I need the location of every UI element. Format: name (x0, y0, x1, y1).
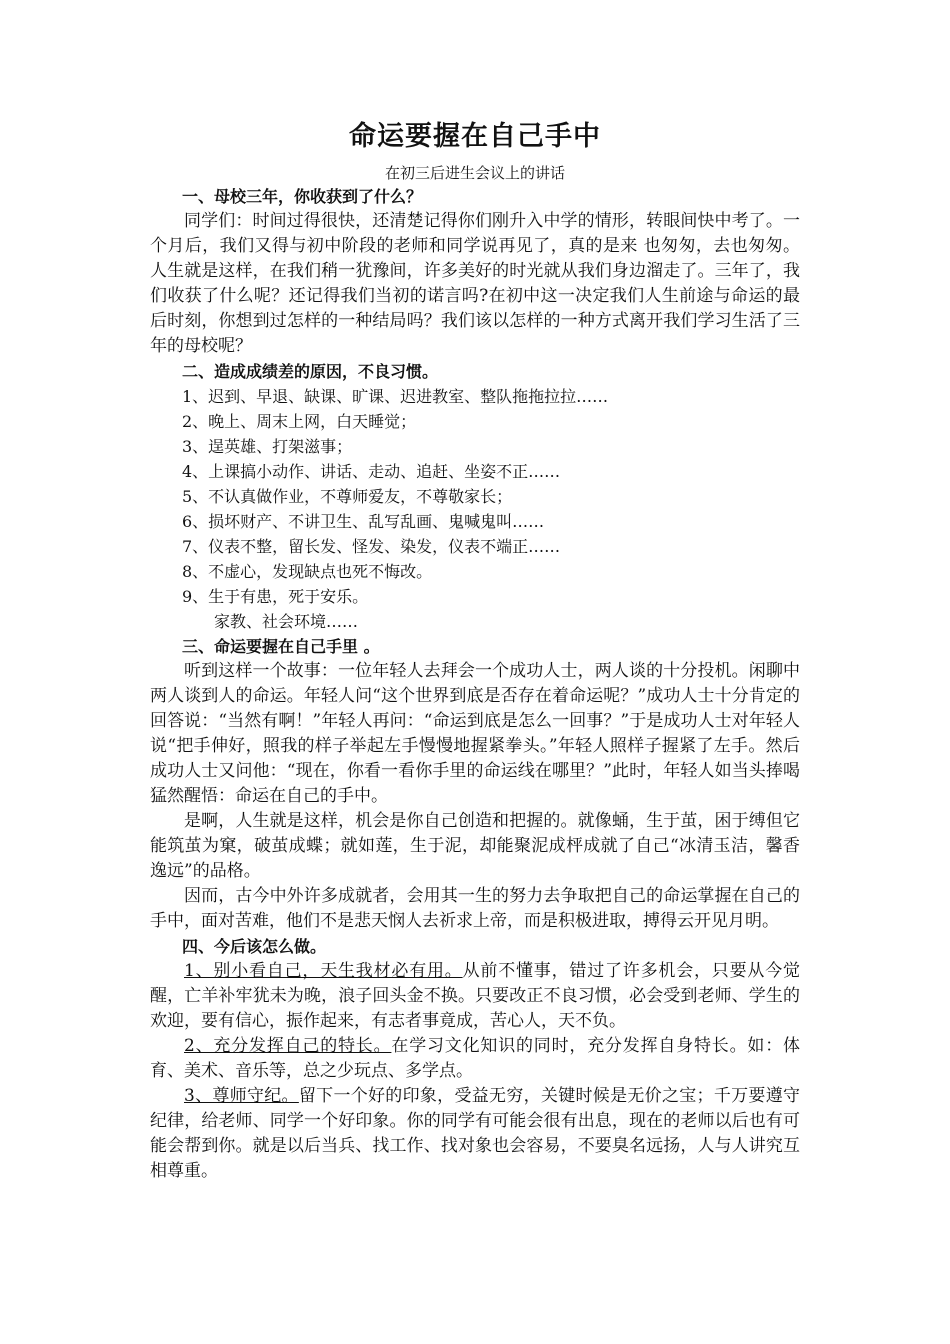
habit-item-3: 3、逞英雄、打架滋事； (182, 437, 353, 456)
advice-point-1 (150, 959, 800, 1034)
habit-item-8: 8、不虚心，发现缺点也死不悔改。 (182, 562, 433, 581)
habit-item-7: 7、仪表不整，留长发、怪发、染发，仪表不端正…… (182, 537, 561, 556)
advice-point-3-text: 留下一个好的印象，受益无穷，关键时候是无价之宝；千万要遵守纪律，给老师、同学一个好印象。你的同学有可能会很有出息，现在的老师以后也有可能会帮到你。就是以后当兵、找工作、找对象也会容易，不要臭名远扬，人与人讲究互相尊重。 (150, 1086, 800, 1181)
advice-point-2-lead: 2、充分发挥自己的特长。 (184, 1036, 392, 1056)
habit-item-4: 4、上课搞小动作、讲话、走动、追赶、坐姿不正…… (182, 462, 561, 481)
advice-point-1-text: 从前不懂事，错过了许多机会，只要从今觉醒，亡羊补牢犹未为晚，浪子回头金不换。只要改正不良习惯，必会受到老师、学生的欢迎，要有信心，振作起来，有志者事竟成，苦心人，天不负。 (150, 961, 800, 1031)
habit-item-6: 6、损坏财产、不讲卫生、乱写乱画、鬼喊鬼叫…… (182, 512, 545, 531)
habit-item-2: 2、晚上、周末上网，白天睡觉； (182, 412, 417, 431)
document-body (150, 118, 800, 1184)
page-title: 命运要握在自己手中 (349, 121, 601, 152)
story-paragraph: 听到这样一个故事：一位年轻人去拜会一个成功人士，两人谈的十分投机。闲聊中两人谈到人的命运。年轻人问“这个世界到底是否存在着命运呢？”成功人士十分肯定的回答说：“当然有啊！”年轻人再问：“命运到底是怎么一回事？”于是成功人士对年轻人说“把手伸好，照我的样子举起左手慢慢地握紧拳头。”年轻人照样子握紧了左手。然后成功人士又问他：“现在，你看一看你手里的命运线在哪里？”此时，年轻人如当头捧喝猛然醒悟：命运在自己的手中。 (150, 661, 800, 806)
section-heading-1: 一、母校三年，你收获到了什么？ (182, 187, 423, 206)
advice-point-3-lead: 3、尊师守纪。 (184, 1086, 299, 1106)
subtitle: 在初三后进生会议上的讲话 (384, 164, 565, 182)
advice-point-3 (150, 1084, 800, 1184)
advice-point-2-text: 在学习文化知识的同时，充分发挥自身特长。如：体育、美术、音乐等，总之少玩点、多学点。 (150, 1036, 800, 1081)
section-heading-3: 三、命运要握在自己手里 。 (182, 637, 380, 656)
section-heading-4: 四、今后该怎么做。 (182, 937, 327, 956)
habit-item-9: 9、生于有患，死于安乐。 (182, 587, 369, 606)
habit-item-5: 5、不认真做作业，不尊师爱友，不尊敬家长； (182, 487, 513, 506)
habit-item-1: 1、迟到、早退、缺课、旷课、迟进教室、整队拖拖拉拉…… (182, 387, 609, 406)
advice-point-2 (150, 1034, 800, 1084)
metaphor-paragraph: 是啊，人生就是这样，机会是你自己创造和把握的。就像蛹，生于茧，困于缚但它能筑茧为窠，破茧成蝶；就如莲，生于泥，却能聚泥成枰成就了自己“冰清玉洁，馨香逸远”的品格。 (150, 811, 800, 881)
section-heading-2: 二、造成成绩差的原因，不良习惯。 (182, 362, 439, 381)
section-1-paragraph: 同学们：时间过得很快，还清楚记得你们刚升入中学的情形，转眼间快中考了。一个月后，我们又得与初中阶段的老师和同学说再见了，真的是来 也匆匆，去也匆匆。人生就是这样，在我们稍一犹豫间，许多美好的时光就从我们身边溜走了。三年了，我们收获了什么呢？还记得我们当初的诺言吗?在初中这一决定我们人生前途与命运的最后时刻，你想到过怎样的一种结局吗？我们该以怎样的一种方式离开我们学习生活了三年的母校呢？ (150, 211, 800, 356)
habit-extra: 家教、社会环境…… (214, 612, 359, 631)
advice-point-1-lead: 1、别小看自己，天生我材必有用。 (184, 961, 463, 981)
conclusion-paragraph: 因而，古今中外许多成就者，会用其一生的努力去争取把自己的命运掌握在自己的手中，面对苦难，他们不是悲天悯人去祈求上帝，而是积极进取，搏得云开见月明。 (150, 886, 800, 931)
